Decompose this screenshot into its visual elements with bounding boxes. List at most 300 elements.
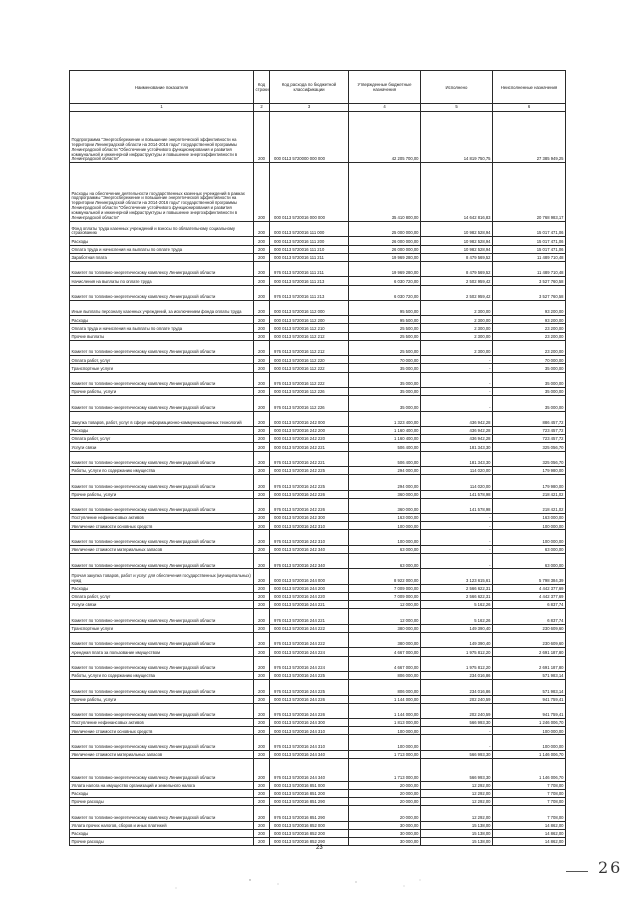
row-line-code: 200 xyxy=(254,727,270,735)
row-approved: 1 144 000,00 xyxy=(349,695,421,703)
row-budget-code: 976 0113 5720016 244 225 xyxy=(270,680,349,695)
column-number: 4 xyxy=(349,104,421,112)
row-budget-code: 000 0113 5720016 851 000 xyxy=(270,781,349,789)
row-approved: 6 030 720,00 xyxy=(349,277,421,285)
row-budget-code: 000 0113 5720016 242 221 xyxy=(270,443,349,451)
row-line-code: 200 xyxy=(254,671,270,679)
row-budget-code: 976 0113 5720016 112 212 xyxy=(270,340,349,355)
row-executed: 141 578,98 xyxy=(421,498,493,513)
row-executed: 12 292,00 xyxy=(421,806,493,821)
row-executed: - xyxy=(421,356,493,364)
row-budget-code: 000 0113 5720016 242 220 xyxy=(270,435,349,443)
row-remaining: 100 000,00 xyxy=(493,530,566,545)
row-budget-code: 976 0113 5720016 242 340 xyxy=(270,554,349,569)
row-executed: 566 993,30 xyxy=(421,759,493,782)
row-name: Расходы на обеспечение деятельности государственных казенных учреждений в рамках подпрограммы "Энергосбережение и повышение энергетической эффективности на территории Ленинградской области на 2014-2016 годы" государственной программы Ленинградской области "Обеспечение устойчивого функционирования и развития коммунальной и инженерной инфраструктуры и повышение энергоэффективности в Ленинградской области" xyxy=(70,163,254,222)
row-budget-code: 976 0113 5720016 244 221 xyxy=(270,609,349,624)
row-remaining: 100 000,00 xyxy=(493,522,566,530)
row-approved: 25 500,00 xyxy=(349,324,421,332)
row-name: Комитет по топливно-энергетическому комплексу Ленинградской области xyxy=(70,735,254,750)
row-line-code: 200 xyxy=(254,648,270,656)
row-line-code: 200 xyxy=(254,530,270,545)
row-line-code: 200 xyxy=(254,601,270,609)
header-line-code: Код строки xyxy=(254,71,270,104)
row-line-code: 200 xyxy=(254,388,270,396)
row-line-code: 200 xyxy=(254,435,270,443)
row-approved: 95 500,00 xyxy=(349,316,421,324)
row-executed: 2 566 622,31 xyxy=(421,593,493,601)
row-remaining: 941 759,41 xyxy=(493,703,566,718)
row-executed: 8 479 569,52 xyxy=(421,261,493,276)
row-budget-code: 000 0113 5720016 244 225 xyxy=(270,671,349,679)
row-name: Начисления на выплаты по оплате труда xyxy=(70,277,254,285)
row-name: Поступление нефинансовых активов xyxy=(70,719,254,727)
row-budget-code: 000 0113 5720016 112 220 xyxy=(270,356,349,364)
header-approved: Утвержденные бюджетные назначения xyxy=(349,71,421,104)
row-name: Расходы xyxy=(70,789,254,797)
row-approved: 4 667 000,00 xyxy=(349,648,421,656)
row-executed: 10 982 528,94 xyxy=(421,245,493,253)
row-remaining: 2 691 187,80 xyxy=(493,656,566,671)
row-budget-code: 000 0113 5720016 244 222 xyxy=(270,624,349,632)
row-budget-code: 000 0113 5720016 244 220 xyxy=(270,593,349,601)
row-executed: 2 502 959,42 xyxy=(421,285,493,300)
row-remaining: 179 980,00 xyxy=(493,475,566,490)
row-approved: 360 000,00 xyxy=(349,490,421,498)
row-executed: - xyxy=(421,735,493,750)
row-executed: - xyxy=(421,396,493,411)
row-budget-code: 000 0113 5720016 112 212 xyxy=(270,332,349,340)
row-remaining: 14 862,00 xyxy=(493,829,566,837)
row-remaining: 6 837,74 xyxy=(493,601,566,609)
row-budget-code: 000 0113 5720016 852 290 xyxy=(270,837,349,845)
row-approved: 20 000,00 xyxy=(349,789,421,797)
row-name: Комитет по топливно-энергетическому комплексу Ленинградской области xyxy=(70,261,254,276)
row-name: Комитет по топливно-энергетическому комплексу Ленинградской области xyxy=(70,475,254,490)
row-line-code: 200 xyxy=(254,680,270,695)
header-remaining: Неисполненные назначения xyxy=(493,71,566,104)
row-approved: 25 500,00 xyxy=(349,332,421,340)
row-line-code: 200 xyxy=(254,490,270,498)
row-name: Комитет по топливно-энергетическому комплексу Ленинградской области xyxy=(70,656,254,671)
row-remaining: 1 246 006,70 xyxy=(493,719,566,727)
row-remaining: 7 708,00 xyxy=(493,781,566,789)
row-name: Транспортные услуги xyxy=(70,624,254,632)
row-budget-code: 000 0113 5720016 244 224 xyxy=(270,648,349,656)
row-approved: 506 400,00 xyxy=(349,443,421,451)
row-remaining: 4 442 377,69 xyxy=(493,584,566,592)
row-budget-code: 000 0113 5720016 242 200 xyxy=(270,426,349,434)
row-budget-code: 976 0113 5720016 112 222 xyxy=(270,372,349,387)
row-name: Оплата труда и начисления на выплаты по оплате труда xyxy=(70,245,254,253)
row-remaining: 6 837,74 xyxy=(493,609,566,624)
row-remaining: 23 200,00 xyxy=(493,324,566,332)
row-budget-code: 000 0113 5720016 242 340 xyxy=(270,545,349,553)
row-remaining: 5 798 384,39 xyxy=(493,569,566,584)
row-budget-code: 000 0113 5720016 851 200 xyxy=(270,789,349,797)
row-name: Комитет по топливно-энергетическому комплексу Ленинградской области xyxy=(70,703,254,718)
row-name: Иные выплаты персоналу казенных учреждений, за исключением фонда оплаты труда xyxy=(70,300,254,315)
row-remaining: 7 708,00 xyxy=(493,798,566,806)
row-line-code: 200 xyxy=(254,285,270,300)
row-name: Поступление нефинансовых активов xyxy=(70,514,254,522)
row-name: Прочие расходы xyxy=(70,837,254,845)
row-budget-code: 000 0113 5720016 242 000 xyxy=(270,411,349,426)
row-line-code: 200 xyxy=(254,522,270,530)
row-name: Работы, услуги по содержанию имущества xyxy=(70,466,254,474)
row-line-code: 200 xyxy=(254,735,270,750)
row-remaining: 15 017 471,06 xyxy=(493,237,566,245)
row-executed: 15 138,00 xyxy=(421,837,493,845)
row-approved: 95 500,00 xyxy=(349,300,421,315)
row-line-code: 200 xyxy=(254,498,270,513)
row-remaining: 230 609,60 xyxy=(493,632,566,647)
row-name: Комитет по топливно-энергетическому комплексу Ленинградской области xyxy=(70,632,254,647)
row-name: Оплата работ, услуг xyxy=(70,593,254,601)
column-number: 1 xyxy=(70,104,254,112)
row-name: Увеличение стоимости материальных запасов xyxy=(70,750,254,758)
row-name: Прочие выплаты xyxy=(70,332,254,340)
row-remaining: 15 017 471,06 xyxy=(493,245,566,253)
row-approved: 35 000,00 xyxy=(349,396,421,411)
row-budget-code: 000 0113 5720016 244 300 xyxy=(270,719,349,727)
row-line-code: 200 xyxy=(254,396,270,411)
row-approved: 7 009 000,00 xyxy=(349,584,421,592)
row-line-code: 200 xyxy=(254,584,270,592)
row-line-code: 200 xyxy=(254,695,270,703)
row-line-code: 200 xyxy=(254,426,270,434)
row-budget-code: 000 0113 5720016 112 000 xyxy=(270,300,349,315)
row-line-code: 200 xyxy=(254,340,270,355)
row-executed: 2 502 959,42 xyxy=(421,277,493,285)
row-remaining: 14 862,00 xyxy=(493,837,566,845)
row-executed: - xyxy=(421,372,493,387)
row-approved: 806 000,00 xyxy=(349,671,421,679)
column-number: 5 xyxy=(421,104,493,112)
row-budget-code: 976 0113 5720016 244 340 xyxy=(270,759,349,782)
row-line-code: 200 xyxy=(254,609,270,624)
row-name: Закупка товаров, работ, услуг в сфере информационно-коммуникационных технологий xyxy=(70,411,254,426)
row-line-code: 200 xyxy=(254,821,270,829)
row-name: Увеличение стоимости основных средств xyxy=(70,727,254,735)
row-line-code: 200 xyxy=(254,112,270,163)
row-name: Комитет по топливно-энергетическому комплексу Ленинградской области xyxy=(70,451,254,466)
row-remaining: 100 000,00 xyxy=(493,727,566,735)
row-approved: 100 000,00 xyxy=(349,727,421,735)
row-name: Комитет по топливно-энергетическому комплексу Ленинградской области xyxy=(70,680,254,695)
row-line-code: 200 xyxy=(254,221,270,236)
row-line-code: 200 xyxy=(254,332,270,340)
column-number: 6 xyxy=(493,104,566,112)
row-executed: - xyxy=(421,545,493,553)
header-name: Наименование показателя xyxy=(70,71,254,104)
row-remaining: 325 056,70 xyxy=(493,443,566,451)
row-remaining: 7 708,00 xyxy=(493,789,566,797)
row-budget-code: 000 0113 5720016 244 310 xyxy=(270,727,349,735)
row-remaining: 35 000,00 xyxy=(493,388,566,396)
row-executed: 2 566 622,31 xyxy=(421,584,493,592)
row-remaining: 886 457,72 xyxy=(493,411,566,426)
row-executed: 2 300,00 xyxy=(421,324,493,332)
row-line-code: 200 xyxy=(254,719,270,727)
row-approved: 506 400,00 xyxy=(349,451,421,466)
row-line-code: 200 xyxy=(254,245,270,253)
row-name: Услуги связи xyxy=(70,443,254,451)
row-line-code: 200 xyxy=(254,411,270,426)
row-budget-code: 000 0113 5720016 244 340 xyxy=(270,750,349,758)
row-name: Расходы xyxy=(70,316,254,324)
row-budget-code: 000 0113 5720016 852 000 xyxy=(270,821,349,829)
row-approved: 294 000,00 xyxy=(349,475,421,490)
row-budget-code: 000 0113 5720016 111 213 xyxy=(270,277,349,285)
row-remaining: 100 000,00 xyxy=(493,735,566,750)
row-remaining: 11 489 710,48 xyxy=(493,253,566,261)
row-name: Оплата труда и начисления на выплаты по оплате труда xyxy=(70,324,254,332)
row-approved: 100 000,00 xyxy=(349,735,421,750)
row-executed: 114 020,00 xyxy=(421,466,493,474)
row-budget-code: 000 0113 5720016 242 226 xyxy=(270,490,349,498)
row-name: Расходы xyxy=(70,426,254,434)
row-name: Прочая закупка товаров, работ и услуг для обеспечения государственных (муниципальных) нужд xyxy=(70,569,254,584)
row-approved: 1 813 000,00 xyxy=(349,719,421,727)
row-budget-code: 000 0113 5720016 111 211 xyxy=(270,253,349,261)
row-budget-code: 000 0113 5720016 111 000 xyxy=(270,221,349,236)
row-executed: 149 390,40 xyxy=(421,624,493,632)
row-budget-code: 000 0113 5720016 112 200 xyxy=(270,316,349,324)
row-name: Подпрограмма "Энергосбережение и повышение энергетической эффективности на территории Ленинградской области на 2014-2016 годы" государственной программы Ленинградской области "Обеспечение устойчивого функционирования и развития коммунальной и инженерной инфраструктуры и повышение энергоэффективности в Ленинградской области" xyxy=(70,112,254,163)
row-remaining: 15 017 471,06 xyxy=(493,221,566,236)
row-executed: 14 642 816,83 xyxy=(421,163,493,222)
row-budget-code: 976 0113 5720016 851 290 xyxy=(270,806,349,821)
row-approved: 1 713 000,00 xyxy=(349,759,421,782)
row-budget-code: 000 0113 5720016 242 300 xyxy=(270,514,349,522)
row-name: Комитет по топливно-энергетическому комплексу Ленинградской области xyxy=(70,759,254,782)
row-name: Расходы xyxy=(70,829,254,837)
row-name: Работы, услуги по содержанию имущества xyxy=(70,671,254,679)
sheet-number: 26 xyxy=(598,858,623,877)
row-name: Транспортные услуги xyxy=(70,364,254,372)
row-approved: 380 000,00 xyxy=(349,624,421,632)
row-executed: - xyxy=(421,522,493,530)
row-name: Комитет по топливно-энергетическому комплексу Ленинградской области xyxy=(70,498,254,513)
row-name: Оплата работ, услуг xyxy=(70,435,254,443)
row-line-code: 200 xyxy=(254,163,270,222)
row-executed: 202 240,59 xyxy=(421,703,493,718)
row-approved: 163 000,00 xyxy=(349,514,421,522)
row-approved: 26 000 000,00 xyxy=(349,237,421,245)
row-approved: 25 000 000,00 xyxy=(349,221,421,236)
row-approved: 360 000,00 xyxy=(349,498,421,513)
row-approved: 8 922 000,00 xyxy=(349,569,421,584)
row-name: Уплата прочих налогов, сборов и иных платежей xyxy=(70,821,254,829)
row-budget-code: 000 0113 5720016 242 310 xyxy=(270,522,349,530)
row-remaining: 3 527 760,58 xyxy=(493,277,566,285)
row-line-code: 200 xyxy=(254,750,270,758)
row-approved: 12 000,00 xyxy=(349,601,421,609)
row-executed: 2 300,00 xyxy=(421,300,493,315)
row-remaining: 14 862,00 xyxy=(493,821,566,829)
row-executed: 14 819 750,75 xyxy=(421,112,493,163)
row-remaining: 571 983,14 xyxy=(493,671,566,679)
row-remaining: 218 421,02 xyxy=(493,490,566,498)
row-name: Прочие работы, услуги xyxy=(70,490,254,498)
row-remaining: 4 442 377,69 xyxy=(493,593,566,601)
row-line-code: 200 xyxy=(254,364,270,372)
row-approved: 1 160 400,00 xyxy=(349,426,421,434)
row-approved: 100 000,00 xyxy=(349,530,421,545)
row-remaining: 70 000,00 xyxy=(493,356,566,364)
row-line-code: 200 xyxy=(254,466,270,474)
row-approved: 25 500,00 xyxy=(349,340,421,355)
row-name: Заработная плата xyxy=(70,253,254,261)
row-approved: 294 000,00 xyxy=(349,466,421,474)
row-name: Расходы xyxy=(70,584,254,592)
row-approved: 20 000,00 xyxy=(349,781,421,789)
row-name: Комитет по топливно-энергетическому комплексу Ленинградской области xyxy=(70,609,254,624)
row-approved: 19 969 280,00 xyxy=(349,253,421,261)
row-line-code: 200 xyxy=(254,475,270,490)
row-approved: 380 000,00 xyxy=(349,632,421,647)
row-remaining: 723 457,72 xyxy=(493,426,566,434)
row-approved: 20 000,00 xyxy=(349,806,421,821)
row-approved: 35 000,00 xyxy=(349,388,421,396)
row-remaining: 35 000,00 xyxy=(493,364,566,372)
row-executed: 181 343,30 xyxy=(421,451,493,466)
row-executed: - xyxy=(421,530,493,545)
row-line-code: 200 xyxy=(254,806,270,821)
row-approved: 12 000,00 xyxy=(349,609,421,624)
row-remaining: 1 146 006,70 xyxy=(493,759,566,782)
row-line-code: 200 xyxy=(254,798,270,806)
row-budget-code: 000 0113 5720016 244 000 xyxy=(270,569,349,584)
row-approved: 26 000 000,00 xyxy=(349,245,421,253)
row-executed: 15 138,00 xyxy=(421,829,493,837)
row-line-code: 200 xyxy=(254,829,270,837)
row-name: Фонд оплаты труда казенных учреждений и взносы по обязательному социальному страхованию xyxy=(70,221,254,236)
row-line-code: 200 xyxy=(254,451,270,466)
row-name: Арендная плата за пользование имуществом xyxy=(70,648,254,656)
row-line-code: 200 xyxy=(254,837,270,845)
row-executed: 3 123 615,61 xyxy=(421,569,493,584)
row-budget-code: 000 0113 5720016 111 210 xyxy=(270,245,349,253)
row-name: Расходы xyxy=(70,237,254,245)
row-budget-code: 976 0113 5720016 242 221 xyxy=(270,451,349,466)
row-line-code: 200 xyxy=(254,759,270,782)
row-remaining: 2 691 187,80 xyxy=(493,648,566,656)
row-line-code: 200 xyxy=(254,569,270,584)
row-executed: 2 300,00 xyxy=(421,340,493,355)
row-executed: 12 292,00 xyxy=(421,781,493,789)
row-executed: 5 162,26 xyxy=(421,609,493,624)
row-remaining: 571 983,14 xyxy=(493,680,566,695)
row-approved: 19 969 280,00 xyxy=(349,261,421,276)
row-budget-code: 000 0113 5720016 852 200 xyxy=(270,829,349,837)
row-executed: 566 993,30 xyxy=(421,719,493,727)
row-budget-code: 000 0113 5720016 242 225 xyxy=(270,466,349,474)
row-approved: 1 323 400,00 xyxy=(349,411,421,426)
row-executed: - xyxy=(421,364,493,372)
row-line-code: 200 xyxy=(254,253,270,261)
row-remaining: 941 759,41 xyxy=(493,695,566,703)
row-budget-code: 976 0113 5720016 244 224 xyxy=(270,656,349,671)
row-approved: 806 000,00 xyxy=(349,680,421,695)
row-approved: 30 000,00 xyxy=(349,821,421,829)
column-number: 3 xyxy=(270,104,349,112)
row-line-code: 200 xyxy=(254,781,270,789)
row-budget-code: 000 0113 5720016 244 200 xyxy=(270,584,349,592)
row-executed: 12 292,00 xyxy=(421,789,493,797)
row-executed: 2 300,00 xyxy=(421,332,493,340)
row-name: Прочие работы, услуги xyxy=(70,388,254,396)
row-line-code: 200 xyxy=(254,237,270,245)
page-number: 23 xyxy=(316,845,323,851)
row-name: Комитет по топливно-энергетическому комплексу Ленинградской области xyxy=(70,554,254,569)
row-line-code: 200 xyxy=(254,261,270,276)
row-remaining: 93 200,00 xyxy=(493,300,566,315)
row-name: Комитет по топливно-энергетическому комплексу Ленинградской области xyxy=(70,340,254,355)
row-name: Услуги связи xyxy=(70,601,254,609)
row-executed: 2 300,00 xyxy=(421,316,493,324)
row-executed: 10 982 528,94 xyxy=(421,221,493,236)
row-approved: 6 030 720,00 xyxy=(349,285,421,300)
row-executed: 1 975 812,20 xyxy=(421,656,493,671)
row-remaining: 20 768 983,17 xyxy=(493,163,566,222)
row-remaining: 179 980,00 xyxy=(493,466,566,474)
row-approved: 4 667 000,00 xyxy=(349,656,421,671)
row-approved: 35 410 800,00 xyxy=(349,163,421,222)
row-approved: 70 000,00 xyxy=(349,356,421,364)
row-remaining: 218 421,02 xyxy=(493,498,566,513)
row-approved: 63 000,00 xyxy=(349,554,421,569)
row-line-code: 200 xyxy=(254,703,270,718)
row-remaining: 325 056,70 xyxy=(493,451,566,466)
row-line-code: 200 xyxy=(254,545,270,553)
row-executed: - xyxy=(421,388,493,396)
row-executed: 234 016,86 xyxy=(421,680,493,695)
row-executed: - xyxy=(421,727,493,735)
row-line-code: 200 xyxy=(254,443,270,451)
row-approved: 1 160 400,00 xyxy=(349,435,421,443)
row-approved: 42 205 700,00 xyxy=(349,112,421,163)
row-budget-code: 976 0113 5720016 112 226 xyxy=(270,396,349,411)
row-line-code: 200 xyxy=(254,554,270,569)
row-executed: 181 343,30 xyxy=(421,443,493,451)
row-line-code: 200 xyxy=(254,316,270,324)
row-executed: 436 942,28 xyxy=(421,426,493,434)
row-budget-code: 976 0113 5720016 244 226 xyxy=(270,703,349,718)
row-budget-code: 000 0113 5720016 111 200 xyxy=(270,237,349,245)
row-name: Увеличение стоимости основных средств xyxy=(70,522,254,530)
row-executed: 436 942,28 xyxy=(421,435,493,443)
row-name: Комитет по топливно-энергетическому комплексу Ленинградской области xyxy=(70,530,254,545)
row-name: Прочие расходы xyxy=(70,798,254,806)
row-approved: 100 000,00 xyxy=(349,522,421,530)
row-line-code: 200 xyxy=(254,632,270,647)
row-remaining: 3 527 760,58 xyxy=(493,285,566,300)
row-executed: - xyxy=(421,554,493,569)
row-executed: 234 016,86 xyxy=(421,671,493,679)
row-executed: 10 982 528,94 xyxy=(421,237,493,245)
row-executed: 141 578,98 xyxy=(421,490,493,498)
row-approved: 1 144 000,00 xyxy=(349,703,421,718)
row-line-code: 200 xyxy=(254,593,270,601)
row-remaining: 163 000,00 xyxy=(493,514,566,522)
row-remaining: 11 489 710,48 xyxy=(493,261,566,276)
row-remaining: 7 708,00 xyxy=(493,806,566,821)
column-number: 2 xyxy=(254,104,270,112)
row-remaining: 35 000,00 xyxy=(493,396,566,411)
row-line-code: 200 xyxy=(254,324,270,332)
